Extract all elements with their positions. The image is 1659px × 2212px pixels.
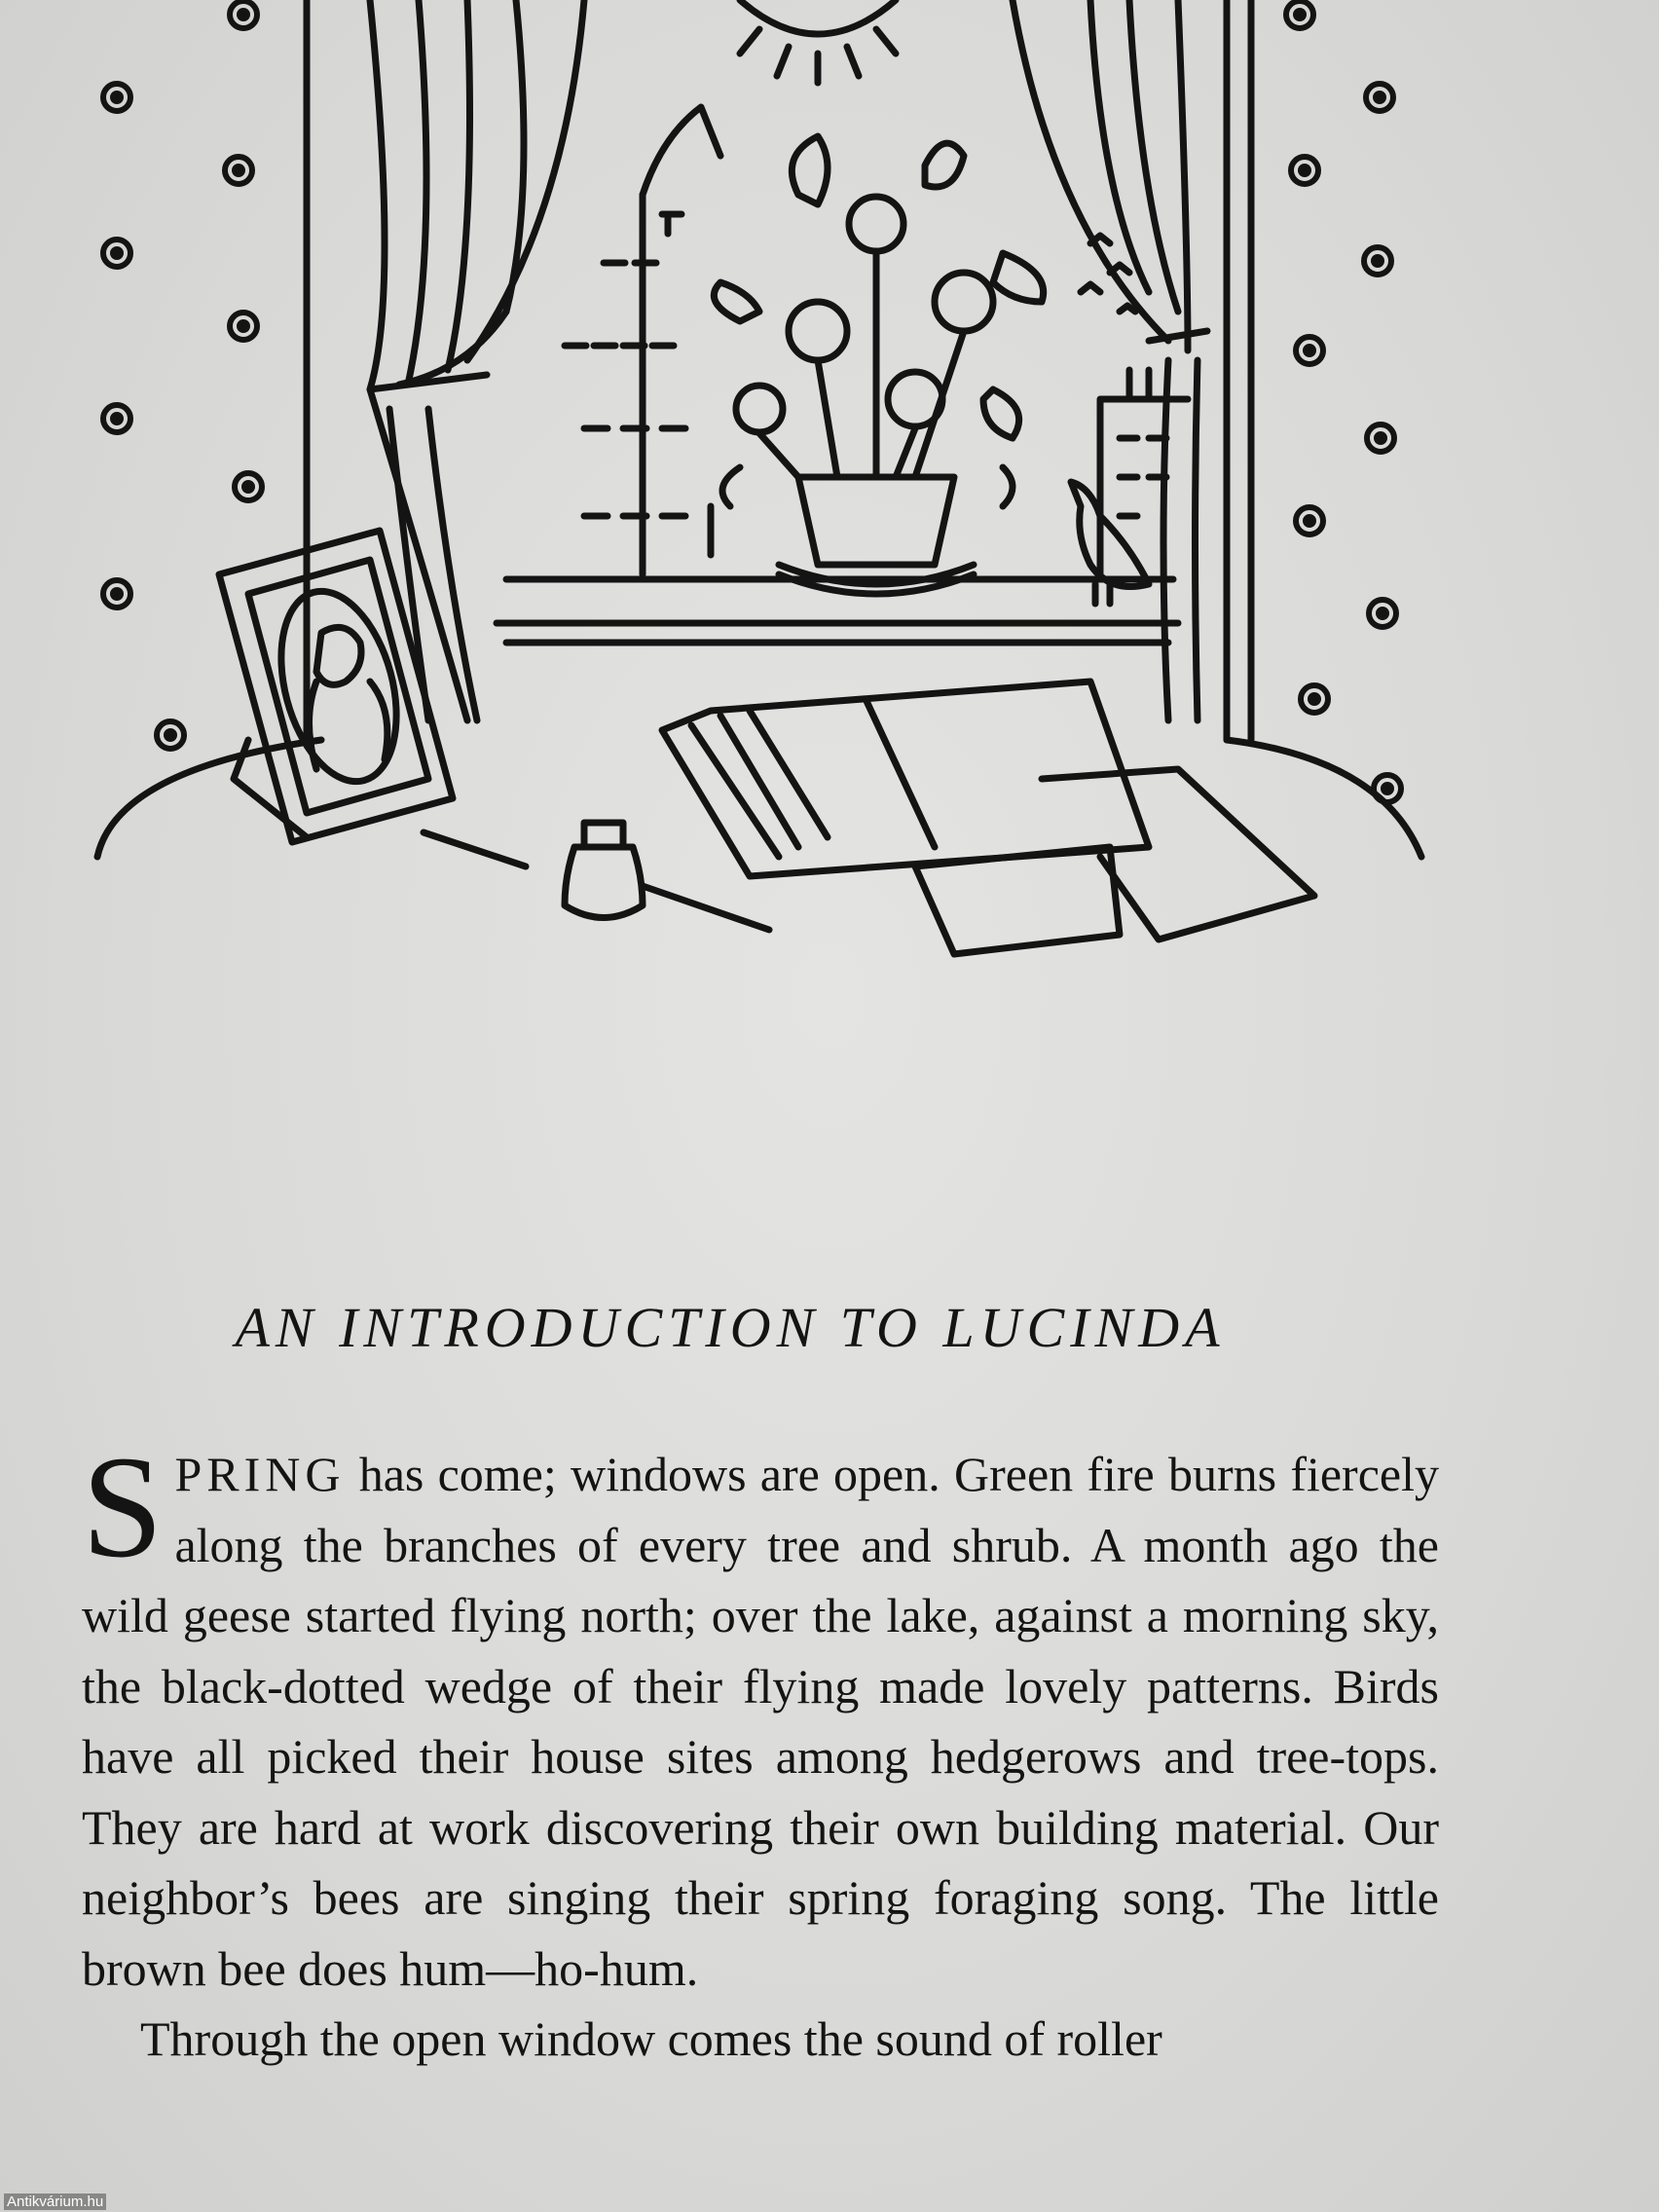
- chapter-title: AN INTRODUCTION TO LUCINDA: [235, 1296, 1226, 1359]
- paragraph-1: [82, 1426, 1439, 2004]
- window-illustration: [78, 0, 1441, 974]
- watermark: Antikvárium.hu: [4, 2194, 106, 2210]
- chapter-body: [82, 1426, 1439, 2075]
- drop-cap: S: [82, 1426, 164, 1588]
- paragraph-2: Through the open window comes the sound of roller: [140, 2011, 1162, 2066]
- paragraph-1-text: has come; windows are open. Green fire burns fiercely along the branches of every tree and shrub. A month ago the wild geese started flying north; over the lake, against a morning sky, the black-dotted wedge of their flying made lovely patterns. Birds have all picked their house sites among hedgerows and tree-tops. They are hard at work discovering their own building material. Our neighbor’s bees are singing their spring foraging song. The little brown bee does hum—ho-hum.: [82, 1447, 1439, 1996]
- lead-small-caps: PRING: [174, 1447, 346, 1501]
- window-scene-drawing: [78, 0, 1441, 974]
